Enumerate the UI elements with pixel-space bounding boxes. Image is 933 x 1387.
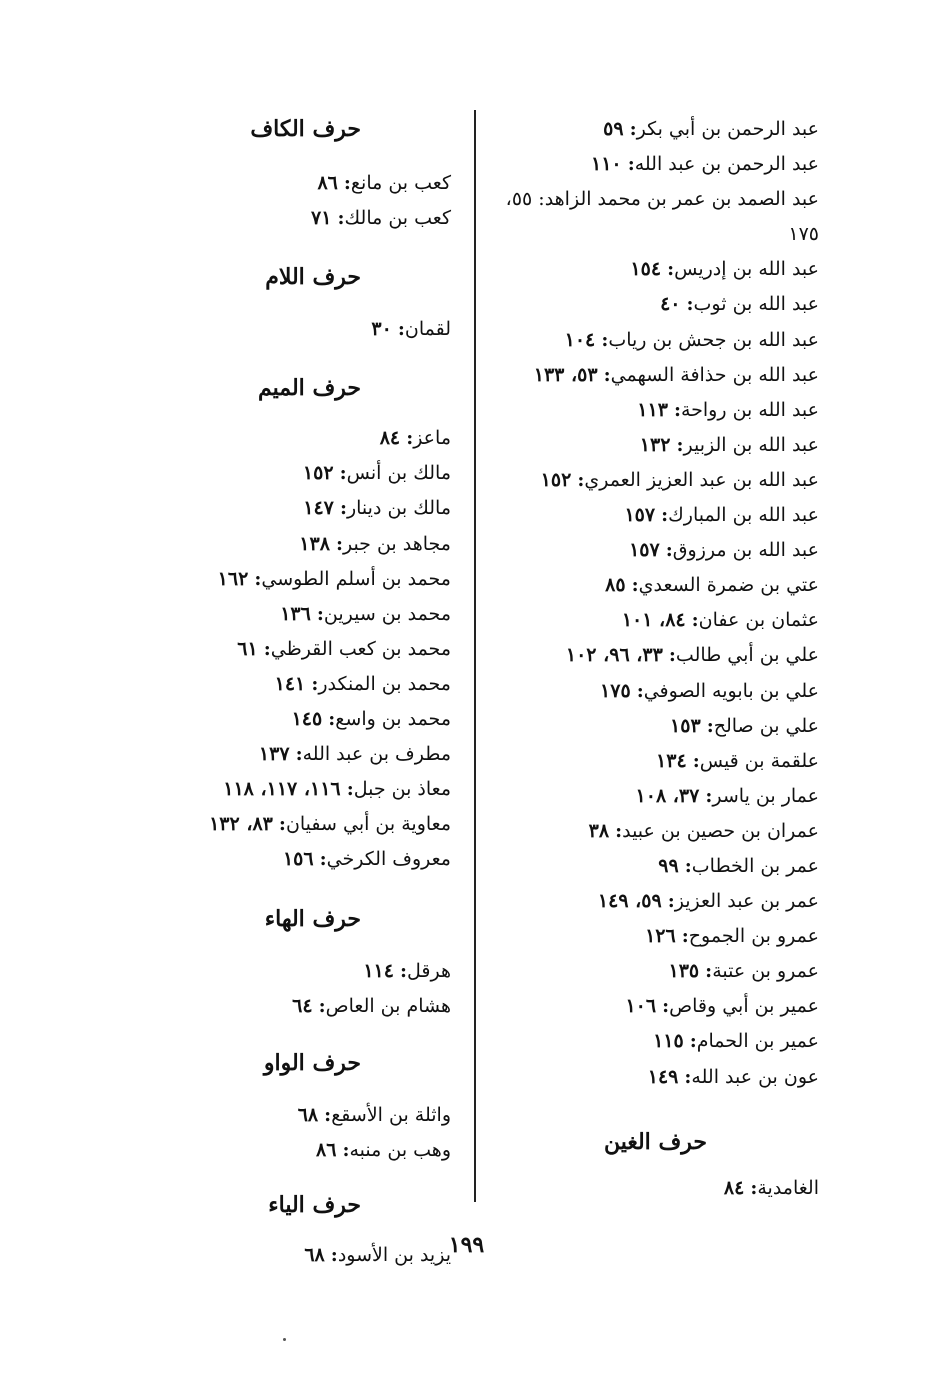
- entry-name: عبد الله بن إدريس: [674, 258, 819, 281]
- entry-name: وهب بن منبه: [349, 1138, 451, 1161]
- index-entry: [151, 491, 451, 526]
- entry-name: كعب بن مالك: [344, 207, 451, 230]
- entry-name: هرقل: [407, 959, 451, 982]
- entry-pages: ١٣٥: [668, 960, 700, 983]
- entry-pages: ١٥٦: [282, 848, 314, 871]
- entry-pages: ٦٨: [297, 1103, 319, 1126]
- entry-separator: :: [667, 258, 675, 281]
- entry-name: معاذ بن جبل: [353, 778, 451, 801]
- index-entry: [489, 182, 819, 252]
- entry-separator: :: [676, 433, 684, 456]
- index-entry: [151, 312, 451, 347]
- entry-name: يزيد بن الأسود: [337, 1243, 451, 1266]
- entry-name: عبد الله بن جحش بن رياب: [608, 328, 819, 351]
- index-entry: [474, 568, 819, 603]
- entry-separator: :: [330, 1243, 338, 1266]
- entry-separator: :: [705, 784, 713, 807]
- entry-name: عثمان بن عفان: [698, 609, 819, 632]
- entry-pages: ١٢٦: [645, 925, 676, 948]
- index-entry: [151, 989, 451, 1024]
- entry-name: عمار بن ياسر: [712, 784, 819, 807]
- entry-pages: ٨٦: [317, 172, 338, 194]
- entry-name: محمد بن كعب القرظي: [270, 637, 451, 660]
- entry-pages: ١٤٩: [647, 1065, 679, 1088]
- entry-separator: :: [339, 462, 347, 485]
- entry-name: عبد الله بن المبارك: [668, 504, 819, 527]
- entry-separator: :: [673, 398, 681, 421]
- entry-separator: :: [705, 960, 713, 983]
- index-entry: [151, 597, 451, 632]
- index-entry: [151, 1098, 451, 1133]
- entry-separator: :: [706, 714, 714, 737]
- index-entry: [474, 393, 819, 428]
- entry-name: عبد الرحمن بن عبد الله: [634, 153, 819, 176]
- entry-separator: :: [295, 743, 303, 766]
- entry-name: واثلة بن الأسقع: [331, 1103, 451, 1126]
- section-heading: حرف الميم: [257, 375, 361, 402]
- entry-pages: ١١٤: [363, 959, 394, 982]
- index-entry: [474, 603, 819, 638]
- section-heading: حرف الواو: [263, 1049, 361, 1076]
- entry-separator: :: [400, 959, 408, 982]
- entry-separator: :: [577, 468, 585, 491]
- entry-name: عمرو بن عتبة: [712, 960, 819, 983]
- index-entry: [151, 421, 451, 456]
- entry-separator: :: [750, 1176, 758, 1199]
- entry-pages: ٩٩: [658, 854, 679, 877]
- column-divider: [474, 110, 476, 1202]
- index-entry: [151, 562, 451, 597]
- entry-name: عمرو بن الجموح: [688, 925, 819, 948]
- entry-separator: :: [254, 567, 262, 590]
- index-entry: [474, 287, 819, 322]
- index-entry: [474, 919, 819, 954]
- index-entry: [474, 709, 819, 744]
- section-heading: حرف الهاء: [264, 905, 361, 932]
- entry-separator: :: [601, 328, 609, 351]
- entry-separator: :: [318, 994, 326, 1017]
- entry-name: الغامدية: [757, 1176, 819, 1199]
- entry-name: كعب بن مانع: [350, 172, 451, 194]
- index-entry: [474, 638, 819, 673]
- entry-pages: ١٥٢: [540, 468, 572, 491]
- entry-separator: :: [629, 118, 637, 140]
- entry-separator: :: [684, 1065, 692, 1088]
- index-entry: [151, 527, 451, 562]
- entry-name: مالك بن دينار: [346, 497, 451, 520]
- index-entry: [474, 954, 819, 989]
- entry-separator: :: [667, 890, 675, 913]
- entry-name: عون بن عبد الله: [691, 1065, 819, 1088]
- entry-separator: :: [538, 188, 545, 211]
- entry-pages: ٥٣، ١٣٣: [533, 363, 598, 386]
- entry-pages: ٥٥، ١٧٥: [505, 188, 819, 246]
- section-heading: حرف الكاف: [250, 116, 361, 142]
- entry-name: لقمان: [404, 318, 451, 341]
- index-entry: [474, 428, 819, 463]
- entry-pages: ٨٤: [379, 427, 401, 450]
- entry-pages: ٧١: [311, 207, 332, 230]
- entry-name: عمير بن أبي وقاص: [669, 995, 819, 1018]
- entry-pages: ٤٠: [660, 293, 681, 316]
- entry-pages: ١٥٧: [624, 504, 656, 527]
- entry-separator: :: [668, 644, 676, 667]
- entry-separator: :: [684, 854, 692, 877]
- entry-pages: ١٤١: [274, 672, 306, 695]
- entry-name: عبد الله بن مرزوق: [672, 539, 819, 562]
- entry-pages: ٥٩، ١٤٩: [597, 890, 662, 913]
- entry-name: عبد الله بن الزبير: [683, 433, 819, 456]
- entry-pages: ١٥٧: [629, 539, 660, 562]
- index-entry: [151, 1133, 451, 1168]
- index-entry: [474, 147, 819, 182]
- entry-separator: :: [691, 609, 699, 632]
- entry-name: مالك بن أنس: [346, 462, 451, 485]
- entry-name: علقمة بن قيس: [699, 749, 819, 772]
- entry-pages: ٣٠: [371, 318, 392, 341]
- entry-pages: ١٣٤: [656, 749, 687, 772]
- index-entry: [474, 252, 819, 287]
- entry-pages: ١٣٨: [299, 532, 330, 555]
- entry-name: عمر بن الخطاب: [691, 854, 819, 877]
- entry-pages: ١٠٦: [625, 995, 657, 1018]
- entry-separator: :: [316, 602, 324, 625]
- entry-separator: :: [343, 172, 351, 194]
- entry-separator: :: [603, 363, 611, 386]
- entry-separator: :: [661, 504, 669, 527]
- entry-pages: ٥٩: [603, 118, 624, 140]
- entry-pages: ٨٤: [723, 1176, 745, 1199]
- index-entry: [474, 849, 819, 884]
- index-entry: [151, 456, 451, 491]
- index-entry: [151, 772, 451, 807]
- index-entry: [151, 702, 451, 737]
- index-entry: [151, 166, 451, 201]
- entry-pages: ١١٠: [591, 153, 622, 176]
- entry-pages: ٣٣، ٩٦، ١٠٢: [565, 644, 663, 667]
- page-number: ١٩٩: [448, 1232, 485, 1258]
- entry-name: عبد الصمد بن عمر بن محمد الزاهد: [544, 188, 819, 211]
- entry-pages: ٨٤، ١٠١: [621, 609, 686, 632]
- stray-mark: [283, 1338, 286, 1341]
- entry-separator: :: [665, 539, 673, 562]
- entry-name: علي بن بابويه الصوفي: [643, 679, 819, 702]
- index-entry: [474, 533, 819, 568]
- entry-separator: :: [319, 848, 327, 871]
- index-entry: [474, 112, 819, 147]
- entry-pages: ٨٣، ١٣٢: [209, 813, 273, 836]
- entry-pages: ١١٣: [637, 398, 668, 421]
- entry-pages: ١١٥: [653, 1030, 684, 1053]
- entry-pages: ١٣٧: [258, 743, 290, 766]
- entry-name: محمد بن أسلم الطوسي: [261, 567, 451, 590]
- entry-pages: ١٣٦: [280, 602, 311, 625]
- index-entry: [474, 1060, 819, 1095]
- entry-name: علي بن أبي طالب: [675, 644, 819, 667]
- entry-pages: ٦٨: [304, 1243, 325, 1266]
- entry-pages: ١٥٣: [670, 714, 701, 737]
- entry-separator: :: [342, 1138, 350, 1161]
- index-entry: [474, 1024, 819, 1059]
- entry-separator: :: [692, 749, 700, 772]
- entry-name: هشام بن العاص: [325, 994, 451, 1017]
- index-left-column: [151, 112, 451, 1273]
- index-entry: [474, 463, 819, 498]
- entry-pages: ١٤٥: [291, 708, 323, 731]
- index-entry: [151, 842, 451, 877]
- index-entry: [151, 201, 451, 236]
- entry-separator: :: [328, 708, 336, 731]
- index-entry: [474, 1171, 819, 1206]
- entry-pages: ١٥٤: [630, 258, 662, 281]
- entry-name: معاوية بن أبي سفيان: [285, 813, 451, 836]
- entry-separator: :: [339, 497, 347, 520]
- index-entry: [474, 323, 819, 358]
- entry-name: عبد الله بن رواحة: [680, 398, 819, 421]
- entry-name: مجاهد بن جبر: [342, 532, 451, 555]
- entry-separator: :: [335, 532, 343, 555]
- index-entry: [474, 989, 819, 1024]
- entry-pages: ١٣٢: [639, 433, 671, 456]
- entry-separator: :: [397, 318, 405, 341]
- entry-name: عبد الله بن عبد العزيز العمري: [584, 468, 819, 491]
- index-entry: [474, 814, 819, 849]
- entry-pages: ٨٥: [605, 574, 626, 597]
- entry-separator: :: [337, 207, 345, 230]
- section-heading: حرف اللام: [265, 264, 361, 291]
- index-entry: [151, 737, 451, 772]
- index-entry: [474, 884, 819, 919]
- entry-separator: :: [627, 153, 635, 176]
- entry-separator: :: [324, 1103, 332, 1126]
- index-entry: [474, 498, 819, 533]
- entry-separator: :: [278, 813, 286, 836]
- index-entry: [151, 954, 451, 989]
- entry-pages: ١٧٥: [600, 679, 631, 702]
- entry-name: علي بن صالح: [713, 714, 819, 737]
- index-right-column: [474, 112, 819, 1206]
- index-entry: [474, 744, 819, 779]
- index-entry: [151, 667, 451, 702]
- section-heading: حرف الياء: [268, 1191, 361, 1218]
- entry-pages: ١١٦، ١١٧، ١١٨: [223, 778, 341, 801]
- entry-name: ماعز: [413, 427, 451, 450]
- entry-separator: :: [346, 778, 354, 801]
- entry-pages: ٨٦: [316, 1138, 337, 1161]
- index-entry: [474, 779, 819, 814]
- entry-name: عمر بن عبد العزيز: [674, 890, 819, 913]
- entry-name: عبد الله بن حذافة السهمي: [610, 363, 819, 386]
- entry-name: عتي بن ضمرة السعدي: [638, 574, 819, 597]
- entry-name: عبد الله بن ثوب: [693, 293, 819, 316]
- entry-separator: :: [686, 293, 694, 316]
- entry-separator: :: [631, 574, 639, 597]
- entry-pages: ١٠٤: [564, 328, 596, 351]
- section-heading: حرف الغين: [603, 1128, 707, 1155]
- entry-name: عمران بن حصين بن عبيد: [622, 819, 819, 842]
- entry-separator: :: [263, 637, 271, 660]
- entry-separator: :: [406, 427, 414, 450]
- index-entry: [151, 807, 451, 842]
- entry-pages: ٣٧، ١٠٨: [635, 784, 700, 807]
- index-entry: [474, 674, 819, 709]
- entry-separator: :: [689, 1030, 697, 1053]
- entry-pages: ١٦٢: [217, 567, 249, 590]
- entry-name: محمد بن المنكدر: [318, 672, 451, 695]
- entry-name: معروف الكرخي: [326, 848, 451, 871]
- entry-name: عبد الرحمن بن أبي بكر: [636, 118, 819, 140]
- entry-name: محمد بن سيرين: [323, 602, 451, 625]
- entry-pages: ١٤٧: [303, 497, 334, 520]
- index-entry: [474, 358, 819, 393]
- entry-separator: :: [615, 819, 623, 842]
- entry-name: محمد بن واسع: [335, 708, 451, 731]
- index-entry: [151, 632, 451, 667]
- entry-separator: :: [311, 672, 319, 695]
- entry-pages: ٦١: [237, 637, 258, 660]
- entry-name: عمير بن الحمام: [696, 1030, 819, 1053]
- entry-pages: ٣٨: [588, 819, 610, 842]
- entry-pages: ٦٤: [292, 994, 313, 1017]
- entry-separator: :: [662, 995, 670, 1018]
- entry-pages: ١٥٢: [302, 462, 334, 485]
- entry-name: مطرف بن عبد الله: [302, 743, 451, 766]
- entry-separator: :: [636, 679, 644, 702]
- entry-separator: :: [681, 925, 689, 948]
